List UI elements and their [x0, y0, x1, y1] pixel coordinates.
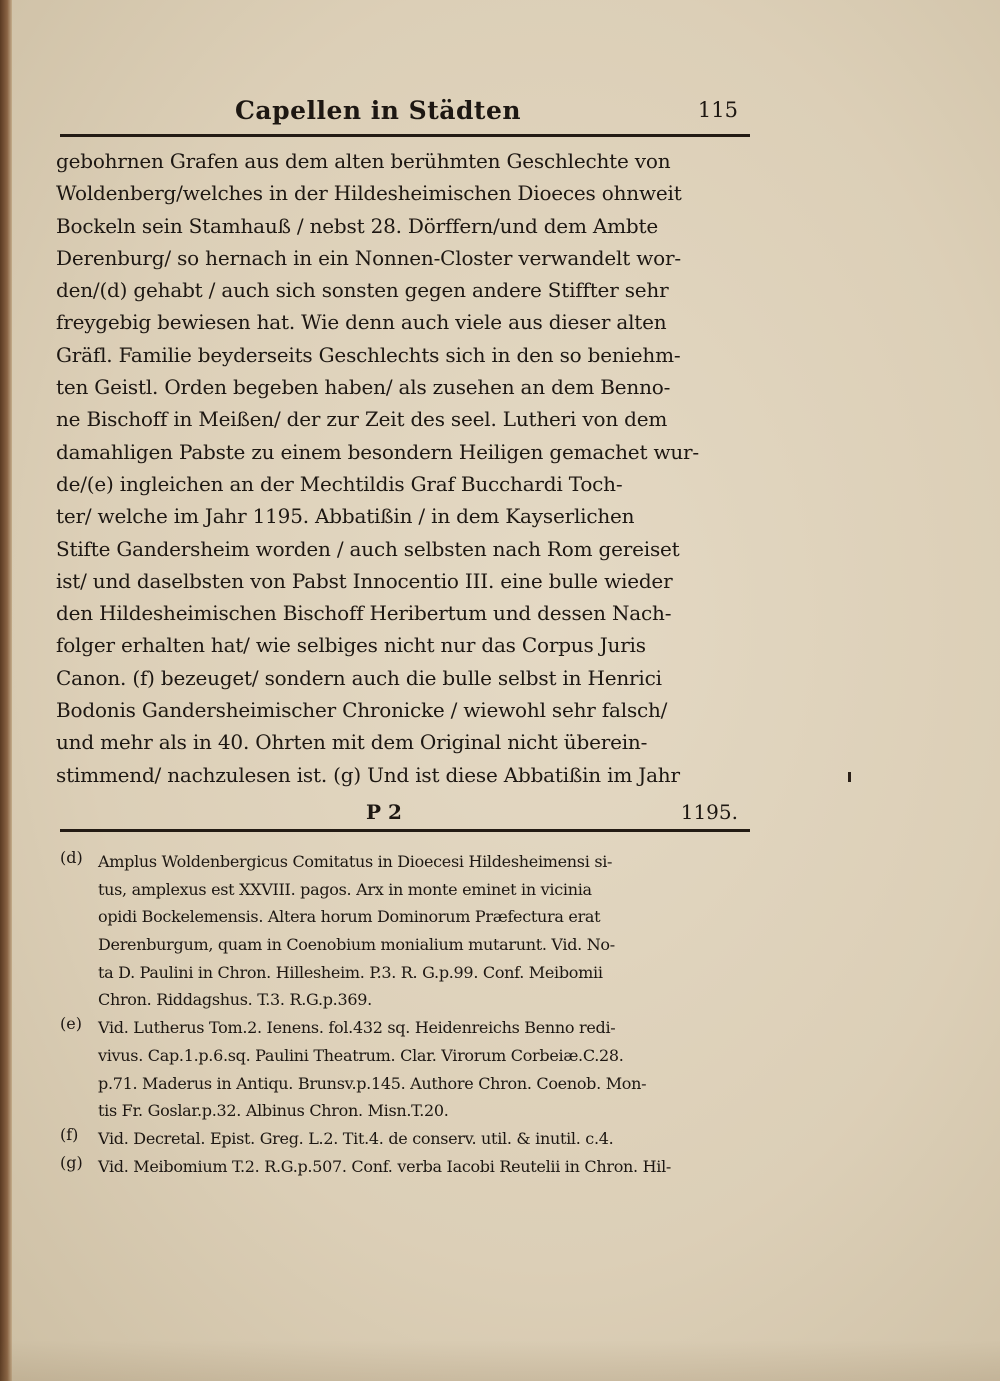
footnote-mark: (d): [60, 848, 83, 867]
footnote-d: [60, 848, 760, 1014]
text-line: folger erhalten hat/ wie selbiges nicht nur das Corpus Juris: [56, 633, 646, 658]
footnote-f: [60, 1125, 760, 1153]
text-line: Stifte Gandersheim worden / auch selbsten nach Rom gereiset: [56, 536, 680, 561]
footnote-line: tus, amplexus est XXVIII. pagos. Arx in monte eminet in vicinia: [98, 879, 592, 899]
text-line: Canon. (f) bezeuget/ sondern auch die bulle selbst in Henrici: [56, 665, 662, 690]
footnote-line: tis Fr. Goslar.p.32. Albinus Chron. Misn.T.20.: [98, 1101, 449, 1121]
text-line: den/(d) gehabt / auch sich sonsten gegen andere Stiffter sehr: [56, 278, 669, 303]
catchword: 1195.: [680, 800, 738, 824]
footnote-mark: (g): [60, 1152, 83, 1172]
text-line: Gräfl. Familie beyderseits Geschlechts sich in den so beniehm-: [56, 342, 681, 367]
text-line: Derenburg/ so hernach in ein Nonnen-Closter verwandelt wor-: [56, 245, 681, 270]
signature-mark: P 2: [366, 800, 402, 824]
text-line: Woldenberg/welches in der Hildesheimischen Dioeces ohnweit: [56, 181, 682, 206]
footnote-line: Chron. Riddagshus. T.3. R.G.p.369.: [98, 990, 372, 1010]
text-line: ne Bischoff in Meißen/ der zur Zeit des seel. Lutheri von dem: [56, 407, 668, 432]
text-line: Bockeln sein Stamhauß / nebst 28. Dörffern/und dem Ambte: [56, 213, 658, 238]
footnote-mark: (f): [60, 1124, 79, 1144]
running-title: Capellen in Städten: [235, 96, 522, 125]
footnote-line: Derenburgum, quam in Coenobium monialium mutarunt. Vid. No-: [98, 935, 615, 955]
text-line: Bodonis Gandersheimischer Chronicke / wiewohl sehr falsch/: [56, 698, 668, 723]
header-rule: [60, 134, 750, 137]
footnote-line: Vid. Decretal. Epist. Greg. L.2. Tit.4. de conserv. util. & inutil. c.4.: [98, 1128, 614, 1148]
footnote-line: Vid. Lutherus Tom.2. Ienens. fol.432 sq. Heidenreichs Benno redi-: [98, 1018, 616, 1038]
footnote-line: opidi Bockelemensis. Altera horum Dominorum Præfectura erat: [98, 907, 601, 927]
footnote-rule: [60, 829, 750, 832]
footnote-line: Amplus Woldenbergicus Comitatus in Dioecesi Hildesheimensi si-: [98, 852, 613, 871]
text-line: gebohrnen Grafen aus dem alten berühmten Geschlechte von: [56, 149, 671, 173]
footnote-g: [60, 1153, 760, 1181]
text-line: ter/ welche im Jahr 1195. Abbatißin / in dem Kayserlichen: [56, 504, 635, 529]
page-header: [60, 96, 750, 130]
text-line: ist/ und daselbsten von Pabst Innocentio III. eine bulle wieder: [56, 568, 673, 593]
main-text: [56, 145, 756, 791]
text-line: de/(e) ingleichen an der Mechtildis Graf Bucchardi Toch-: [56, 471, 623, 496]
catch-line: [56, 800, 756, 830]
footnote-line: p.71. Maderus in Antiqu. Brunsv.p.145. Authore Chron. Coenob. Mon-: [98, 1073, 647, 1093]
text-line: stimmend/ nachzulesen ist. (g) Und ist diese Abbatißin im Jahr: [56, 762, 680, 787]
text-line: ten Geistl. Orden begeben haben/ als zusehen an dem Benno-: [56, 375, 671, 400]
text-line: den Hildesheimischen Bischoff Heribertum und dessen Nach-: [56, 601, 672, 626]
ink-speck: [848, 772, 851, 782]
footnote-mark: (e): [60, 1014, 82, 1034]
page-edge-shading: [0, 1340, 1000, 1381]
footnote-e: [60, 1014, 760, 1125]
book-binding: [0, 0, 12, 1381]
footnotes: [60, 848, 760, 1180]
page-number: 115: [697, 98, 738, 122]
footnote-line: vivus. Cap.1.p.6.sq. Paulini Theatrum. Clar. Virorum Corbeiæ.C.28.: [98, 1045, 624, 1065]
footnote-line: ta D. Paulini in Chron. Hillesheim. P.3. R. G.p.99. Conf. Meibomii: [98, 962, 603, 982]
text-line: und mehr als in 40. Ohrten mit dem Original nicht überein-: [56, 730, 648, 755]
text-line: damahligen Pabste zu einem besondern Heiligen gemachet wur-: [56, 439, 699, 464]
text-line: freygebig bewiesen hat. Wie denn auch viele aus dieser alten: [56, 310, 667, 335]
footnote-line: Vid. Meibomium T.2. R.G.p.507. Conf. verba Iacobi Reutelii in Chron. Hil-: [98, 1156, 672, 1176]
